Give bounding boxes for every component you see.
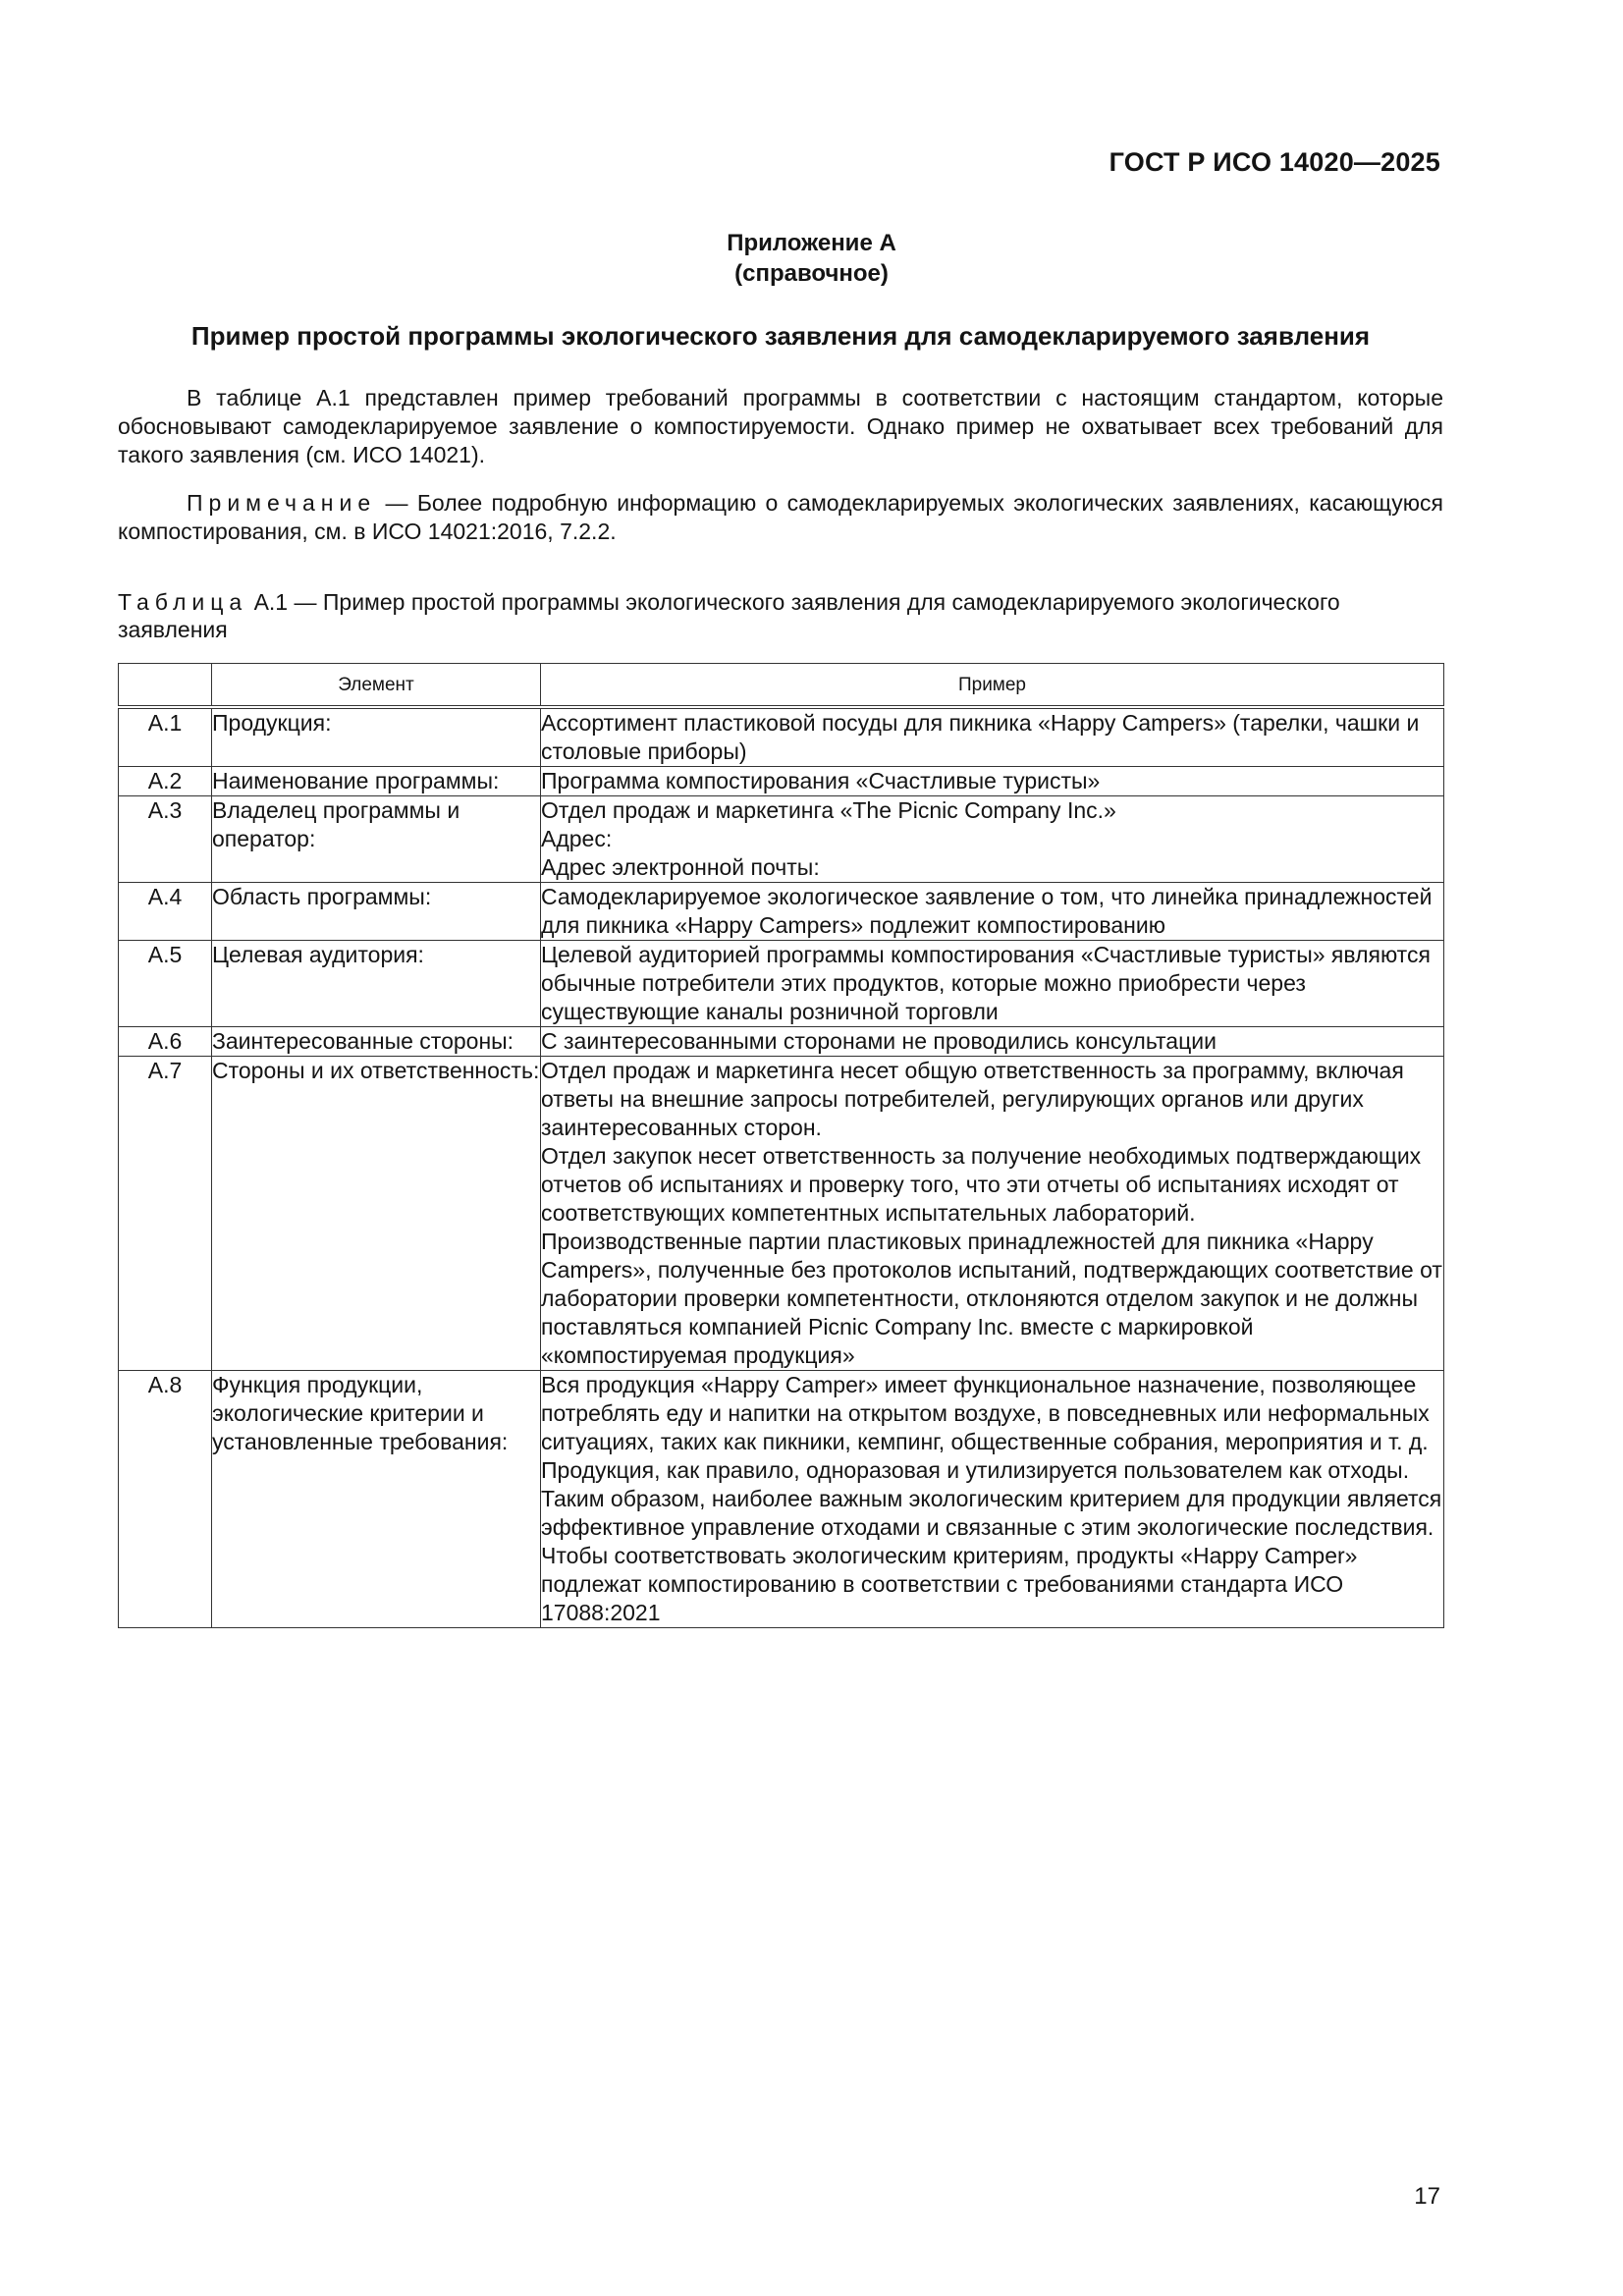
example-line: Отдел продаж и маркетинга «The Picnic Company Inc.»	[541, 797, 1116, 823]
program-table	[118, 663, 1444, 1628]
header-num	[119, 664, 212, 708]
row-number: А.8	[119, 1371, 212, 1628]
table-caption-label: Таблица	[118, 589, 248, 615]
document-code: ГОСТ Р ИСО 14020—2025	[1109, 147, 1440, 177]
table-caption-text: А.1 — Пример простой программы экологического заявления для самодекларируемого экологического заявления	[118, 589, 1340, 642]
row-example	[541, 1057, 1444, 1371]
row-number: А.3	[119, 796, 212, 883]
annex-title: Приложение А	[727, 230, 896, 256]
row-element: Стороны и их ответственность:	[212, 1057, 541, 1371]
table-row	[119, 941, 1444, 1027]
annex-heading: Пример простой программы экологического заявления для самодекларируемого заявления	[190, 321, 1371, 351]
page-number: 17	[1414, 2183, 1440, 2210]
table-row	[119, 796, 1444, 883]
row-number: А.2	[119, 767, 212, 796]
header-example: Пример	[541, 664, 1444, 708]
note-text: — Более подробную информацию о самодекларируемых экологических заявлениях, касающуюся компостирования, см. в ИСО 14021:2016, 7.2.2.	[118, 490, 1443, 544]
example-line: Вся продукция «Happy Camper» имеет функциональное назначение, позволяющее потреблять еду и напитки на открытом воздухе, в повседневных или неформальных ситуациях, таких как пикники, кемпинг, общественные собрания, мероприятия и т. д. Продукция, как правило, одноразовая и утилизируется пользователем как отходы. Таким образом, наиболее важным экологическим критерием для продукции является эффективное управление отходами и связанные с этим экологические последствия. Чтобы соответствовать экологическим критериям, продукты «Happy Camper» подлежат компостированию в соответствии с требованиями стандарта ИСО 17088:2021	[541, 1372, 1442, 1625]
row-example	[541, 767, 1444, 796]
table-row	[119, 767, 1444, 796]
row-number: А.7	[119, 1057, 212, 1371]
example-line: Адрес:	[541, 826, 613, 851]
row-element: Заинтересованные стороны:	[212, 1027, 541, 1057]
row-number: А.1	[119, 707, 212, 767]
table-row	[119, 1371, 1444, 1628]
table-caption	[118, 588, 1443, 643]
row-number: А.5	[119, 941, 212, 1027]
example-line: Программа компостирования «Счастливые туристы»	[541, 768, 1101, 793]
row-element: Владелец программы и оператор:	[212, 796, 541, 883]
row-example	[541, 941, 1444, 1027]
row-element: Функция продукции, экологические критерии и установленные требования:	[212, 1371, 541, 1628]
row-example	[541, 1027, 1444, 1057]
example-line: Отдел продаж и маркетинга несет общую ответственность за программу, включая ответы на внешние запросы потребителей, регулирующих органов или других заинтересованных сторон.	[541, 1058, 1404, 1140]
table-row	[119, 1057, 1444, 1371]
row-example	[541, 707, 1444, 767]
row-number: А.6	[119, 1027, 212, 1057]
example-line: Отдел закупок несет ответственность за получение необходимых подтверждающих отчетов об испытаниях и проверку того, что эти отчеты об испытаниях исходят от соответствующих компетентных испытательных лабораторий.	[541, 1143, 1422, 1226]
intro-paragraph: В таблице А.1 представлен пример требований программы в соответствии с настоящим стандартом, которые обосновывают самодекларируемое заявление о компостируемости. Однако пример не охватывает всех требований для такого заявления (см. ИСО 14021).	[118, 385, 1443, 467]
row-example	[541, 1371, 1444, 1628]
table-header-row	[119, 664, 1444, 708]
example-line: Адрес электронной почты:	[541, 854, 820, 880]
table-row	[119, 883, 1444, 941]
example-line: С заинтересованными сторонами не проводились консультации	[541, 1028, 1217, 1054]
example-line: Целевой аудиторией программы компостирования «Счастливые туристы» являются обычные потребители этих продуктов, которые можно приобрести через существующие каналы розничной торговли	[541, 942, 1431, 1024]
example-line: Самодекларируемое экологическое заявление о том, что линейка принадлежностей для пикника «Happy Campers» подлежит компостированию	[541, 884, 1433, 938]
note-paragraph	[118, 489, 1443, 546]
note-label: Примечание	[187, 490, 377, 516]
row-number: А.4	[119, 883, 212, 941]
row-element: Целевая аудитория:	[212, 941, 541, 1027]
row-example	[541, 796, 1444, 883]
header-element: Элемент	[212, 664, 541, 708]
example-line: Производственные партии пластиковых принадлежностей для пикника «Happy Campers», полученные без протоколов испытаний, подтверждающих соответствие от лаборатории проверки компетентности, отклоняются отделом закупок и не должны поставляться компанией Picnic Company Inc. вместе с маркировкой «компостируемая продукция»	[541, 1229, 1442, 1368]
row-element: Область программы:	[212, 883, 541, 941]
row-example	[541, 883, 1444, 941]
table-row	[119, 1027, 1444, 1057]
row-element: Наименование программы:	[212, 767, 541, 796]
annex-subtitle: (справочное)	[734, 260, 889, 287]
example-line: Ассортимент пластиковой посуды для пикника «Happy Campers» (тарелки, чашки и столовые приборы)	[541, 710, 1420, 764]
table-row	[119, 707, 1444, 767]
row-element: Продукция:	[212, 707, 541, 767]
